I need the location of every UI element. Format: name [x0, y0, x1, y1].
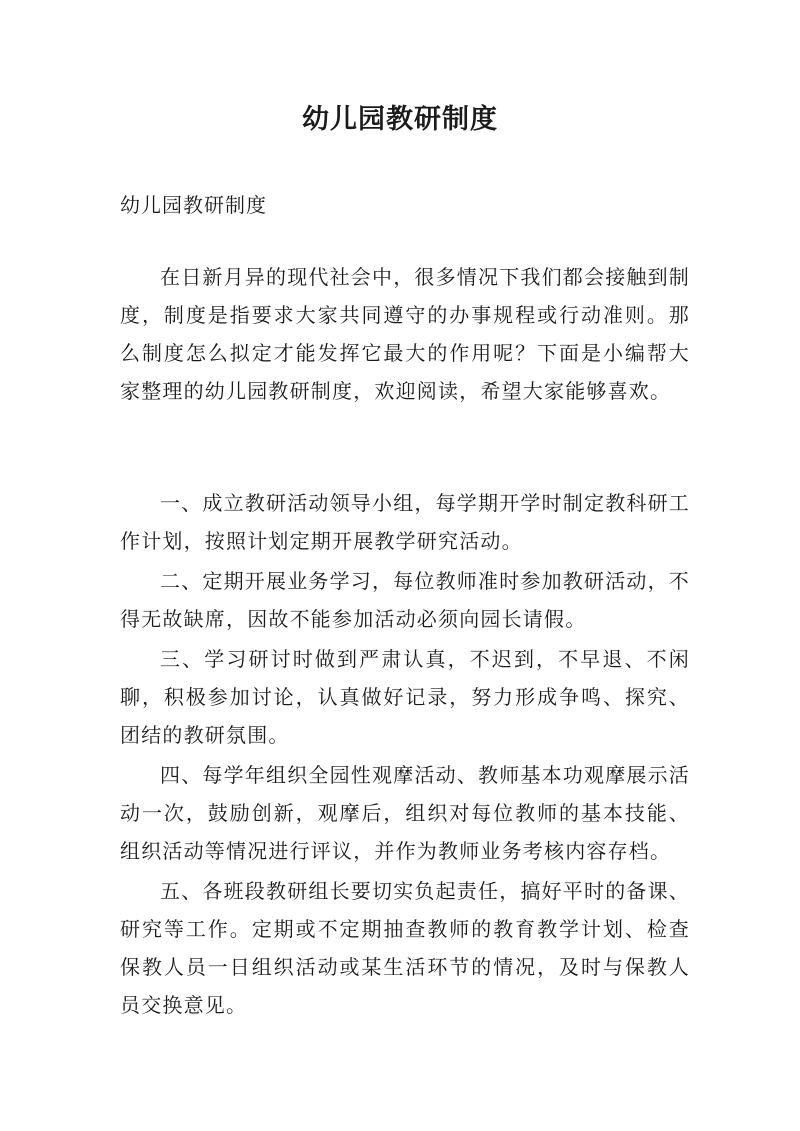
rule-item-3: 三、学习研讨时做到严肃认真，不迟到，不早退、不闲聊，积极参加讨论，认真做好记录，努力形成争鸣、探究、团结的教研氛围。: [120, 647, 690, 747]
document-title: 幼儿园教研制度: [302, 104, 498, 135]
rules-list: [120, 484, 690, 1026]
document-subtitle: 幼儿园教研制度: [120, 193, 267, 217]
intro-paragraph: 在日新月异的现代社会中，很多情况下我们都会接触到制度，制度是指要求大家共同遵守的办事规程或行动准则。那么制度怎么拟定才能发挥它最大的作用呢？下面是小编帮大家整理的幼儿园教研制度，欢迎阅读，希望大家能够喜欢。: [120, 265, 690, 403]
rule-item-2: 二、定期开展业务学习，每位教师准时参加教研活动，不得无故缺席，因故不能参加活动必须向园长请假。: [120, 569, 690, 631]
rule-item-4: 四、每学年组织全园性观摩活动、教师基本功观摩展示活动一次，鼓励创新，观摩后，组织对每位教师的基本技能、组织活动等情况进行评议，并作为教师业务考核内容存档。: [120, 763, 690, 863]
rule-item-1: 一、成立教研活动领导小组，每学期开学时制定教科研工作计划，按照计划定期开展教学研究活动。: [120, 491, 690, 553]
rule-item-5: 五、各班段教研组长要切实负起责任，搞好平时的备课、研究等工作。定期或不定期抽查教师的教育教学计划、检查保教人员一日组织活动或某生活环节的情况，及时与保教人员交换意见。: [120, 879, 690, 1017]
